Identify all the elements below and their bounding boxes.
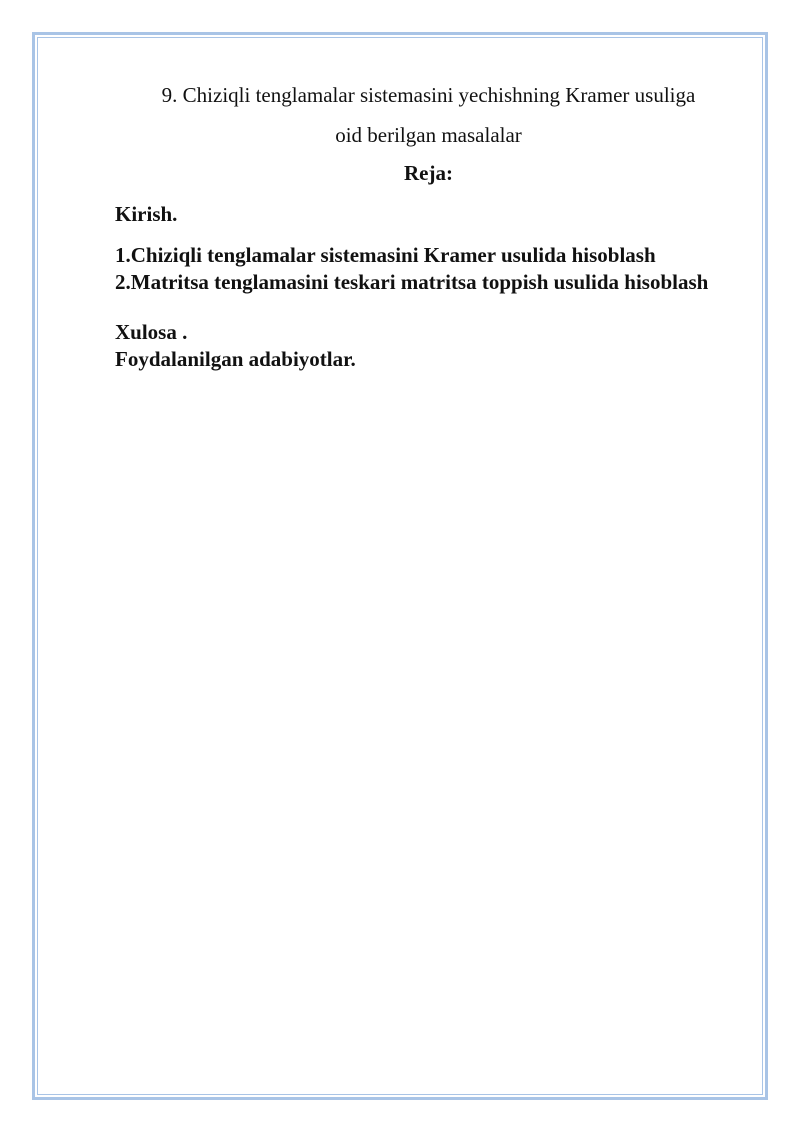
document-body — [115, 75, 742, 373]
intro-section: Kirish. — [115, 202, 178, 226]
plan-item-1: 1.Chiziqli tenglamalar sistemasini Kramer usulida hisoblash — [115, 243, 656, 267]
conclusion-section: Xulosa . — [115, 320, 188, 344]
references-section: Foydalanilgan adabiyotlar. — [115, 347, 356, 371]
plan-heading: Reja: — [404, 161, 453, 185]
document-title-line-1: 9. Chiziqli tenglamalar sistemasini yechishning Kramer usuliga — [161, 83, 696, 107]
plan-item-2: 2.Matritsa tenglamasini teskari matritsa toppish usulida hisoblash — [115, 270, 709, 294]
document-title-line-2: oid berilgan masalalar — [335, 123, 522, 147]
